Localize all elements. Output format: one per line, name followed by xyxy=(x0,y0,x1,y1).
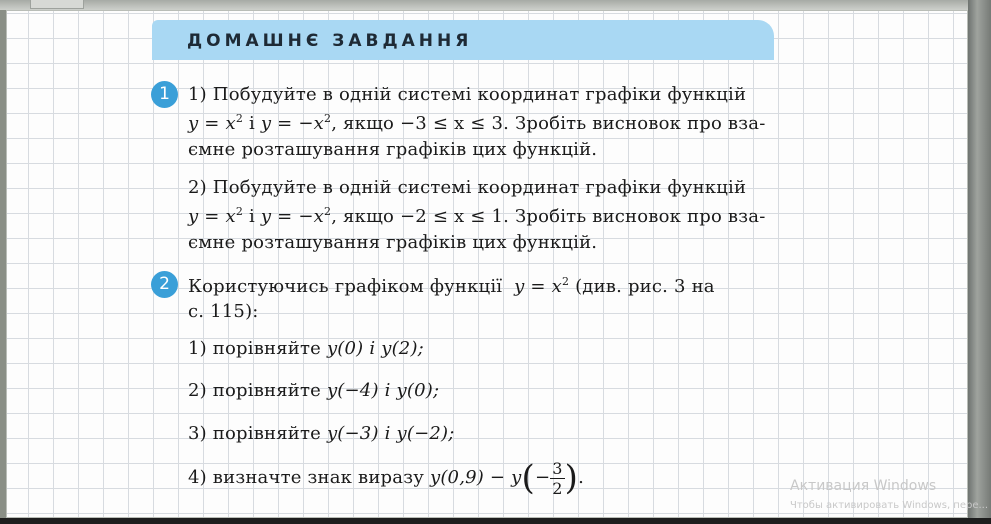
item-expression: y(−3) і y(−2); xyxy=(326,423,455,444)
exponent: 2 xyxy=(235,205,244,218)
task1-part1-line2 xyxy=(188,112,765,134)
fraction xyxy=(550,459,564,498)
section-title: ДОМАШНЄ ЗАВДАННЯ xyxy=(187,31,473,51)
function-y-x2: y = x xyxy=(188,113,236,134)
exponent: 2 xyxy=(561,275,570,288)
item-label: 4) визначте знак виразу xyxy=(188,467,430,488)
task2-item-4 xyxy=(188,458,584,498)
item-expression: y(0,9) − y xyxy=(429,467,522,488)
task1-part1-line3: ємне розташування графіків цих функцій. xyxy=(188,139,598,160)
item-label: 1) порівняйте xyxy=(188,338,327,359)
minus-sign: − xyxy=(534,467,551,488)
board-frame-top xyxy=(0,0,968,10)
task1-part2-line3: ємне розташування графіків цих функцій. xyxy=(188,232,598,253)
task2-item-1 xyxy=(188,338,424,359)
fraction-numerator: 3 xyxy=(552,458,563,478)
windows-activation-subtext: Чтобы активировать Windows, пере... xyxy=(790,500,989,511)
conjunction: і xyxy=(243,206,261,227)
function-y-x2: y = x xyxy=(514,276,562,297)
task1-part1-line1: 1) Побудуйте в одній системі координат графіки функцій xyxy=(188,84,747,105)
task1-part2-line2 xyxy=(188,205,765,227)
fraction-denominator: 2 xyxy=(552,478,563,498)
task-number-badge-2: 2 xyxy=(151,271,178,298)
taskbar-edge xyxy=(0,518,991,524)
function-y-neg-x2: y = −x xyxy=(260,113,325,134)
section-header xyxy=(152,20,774,60)
board-clip xyxy=(30,0,84,9)
exponent: 2 xyxy=(235,112,244,125)
board-frame-right xyxy=(968,0,991,518)
item-expression: y(0) і y(2); xyxy=(326,338,424,359)
item-label: 3) порівняйте xyxy=(188,423,327,444)
exponent: 2 xyxy=(324,112,332,125)
task1-part2-line1: 2) Побудуйте в одній системі координат графіки функцій xyxy=(188,177,747,198)
windows-activation-watermark: Активация Windows xyxy=(790,478,937,494)
exponent: 2 xyxy=(324,205,332,218)
task-number-badge-1: 1 xyxy=(151,81,178,108)
figure-reference: (див. рис. 3 на xyxy=(569,276,715,297)
item-expression: y(−4) і y(0); xyxy=(326,380,440,401)
task2-item-3 xyxy=(188,423,455,444)
task2-item-2 xyxy=(188,380,439,401)
item-label: 2) порівняйте xyxy=(188,380,327,401)
condition-text: , якщо −2 ≤ x ≤ 1. Зробіть висновок про вза- xyxy=(331,206,766,227)
function-y-x2: y = x xyxy=(188,206,236,227)
condition-text: , якщо −3 ≤ x ≤ 3. Зробіть висновок про вза- xyxy=(331,113,766,134)
period: . xyxy=(578,467,585,488)
right-paren: ) xyxy=(564,458,579,498)
task2-intro-line2: с. 115): xyxy=(188,301,259,322)
task2-intro-line1 xyxy=(188,275,715,297)
conjunction: і xyxy=(243,113,261,134)
intro-text: Користуючись графіком функції xyxy=(188,276,503,297)
left-paren: ( xyxy=(521,458,535,498)
function-y-neg-x2: y = −x xyxy=(260,206,325,227)
